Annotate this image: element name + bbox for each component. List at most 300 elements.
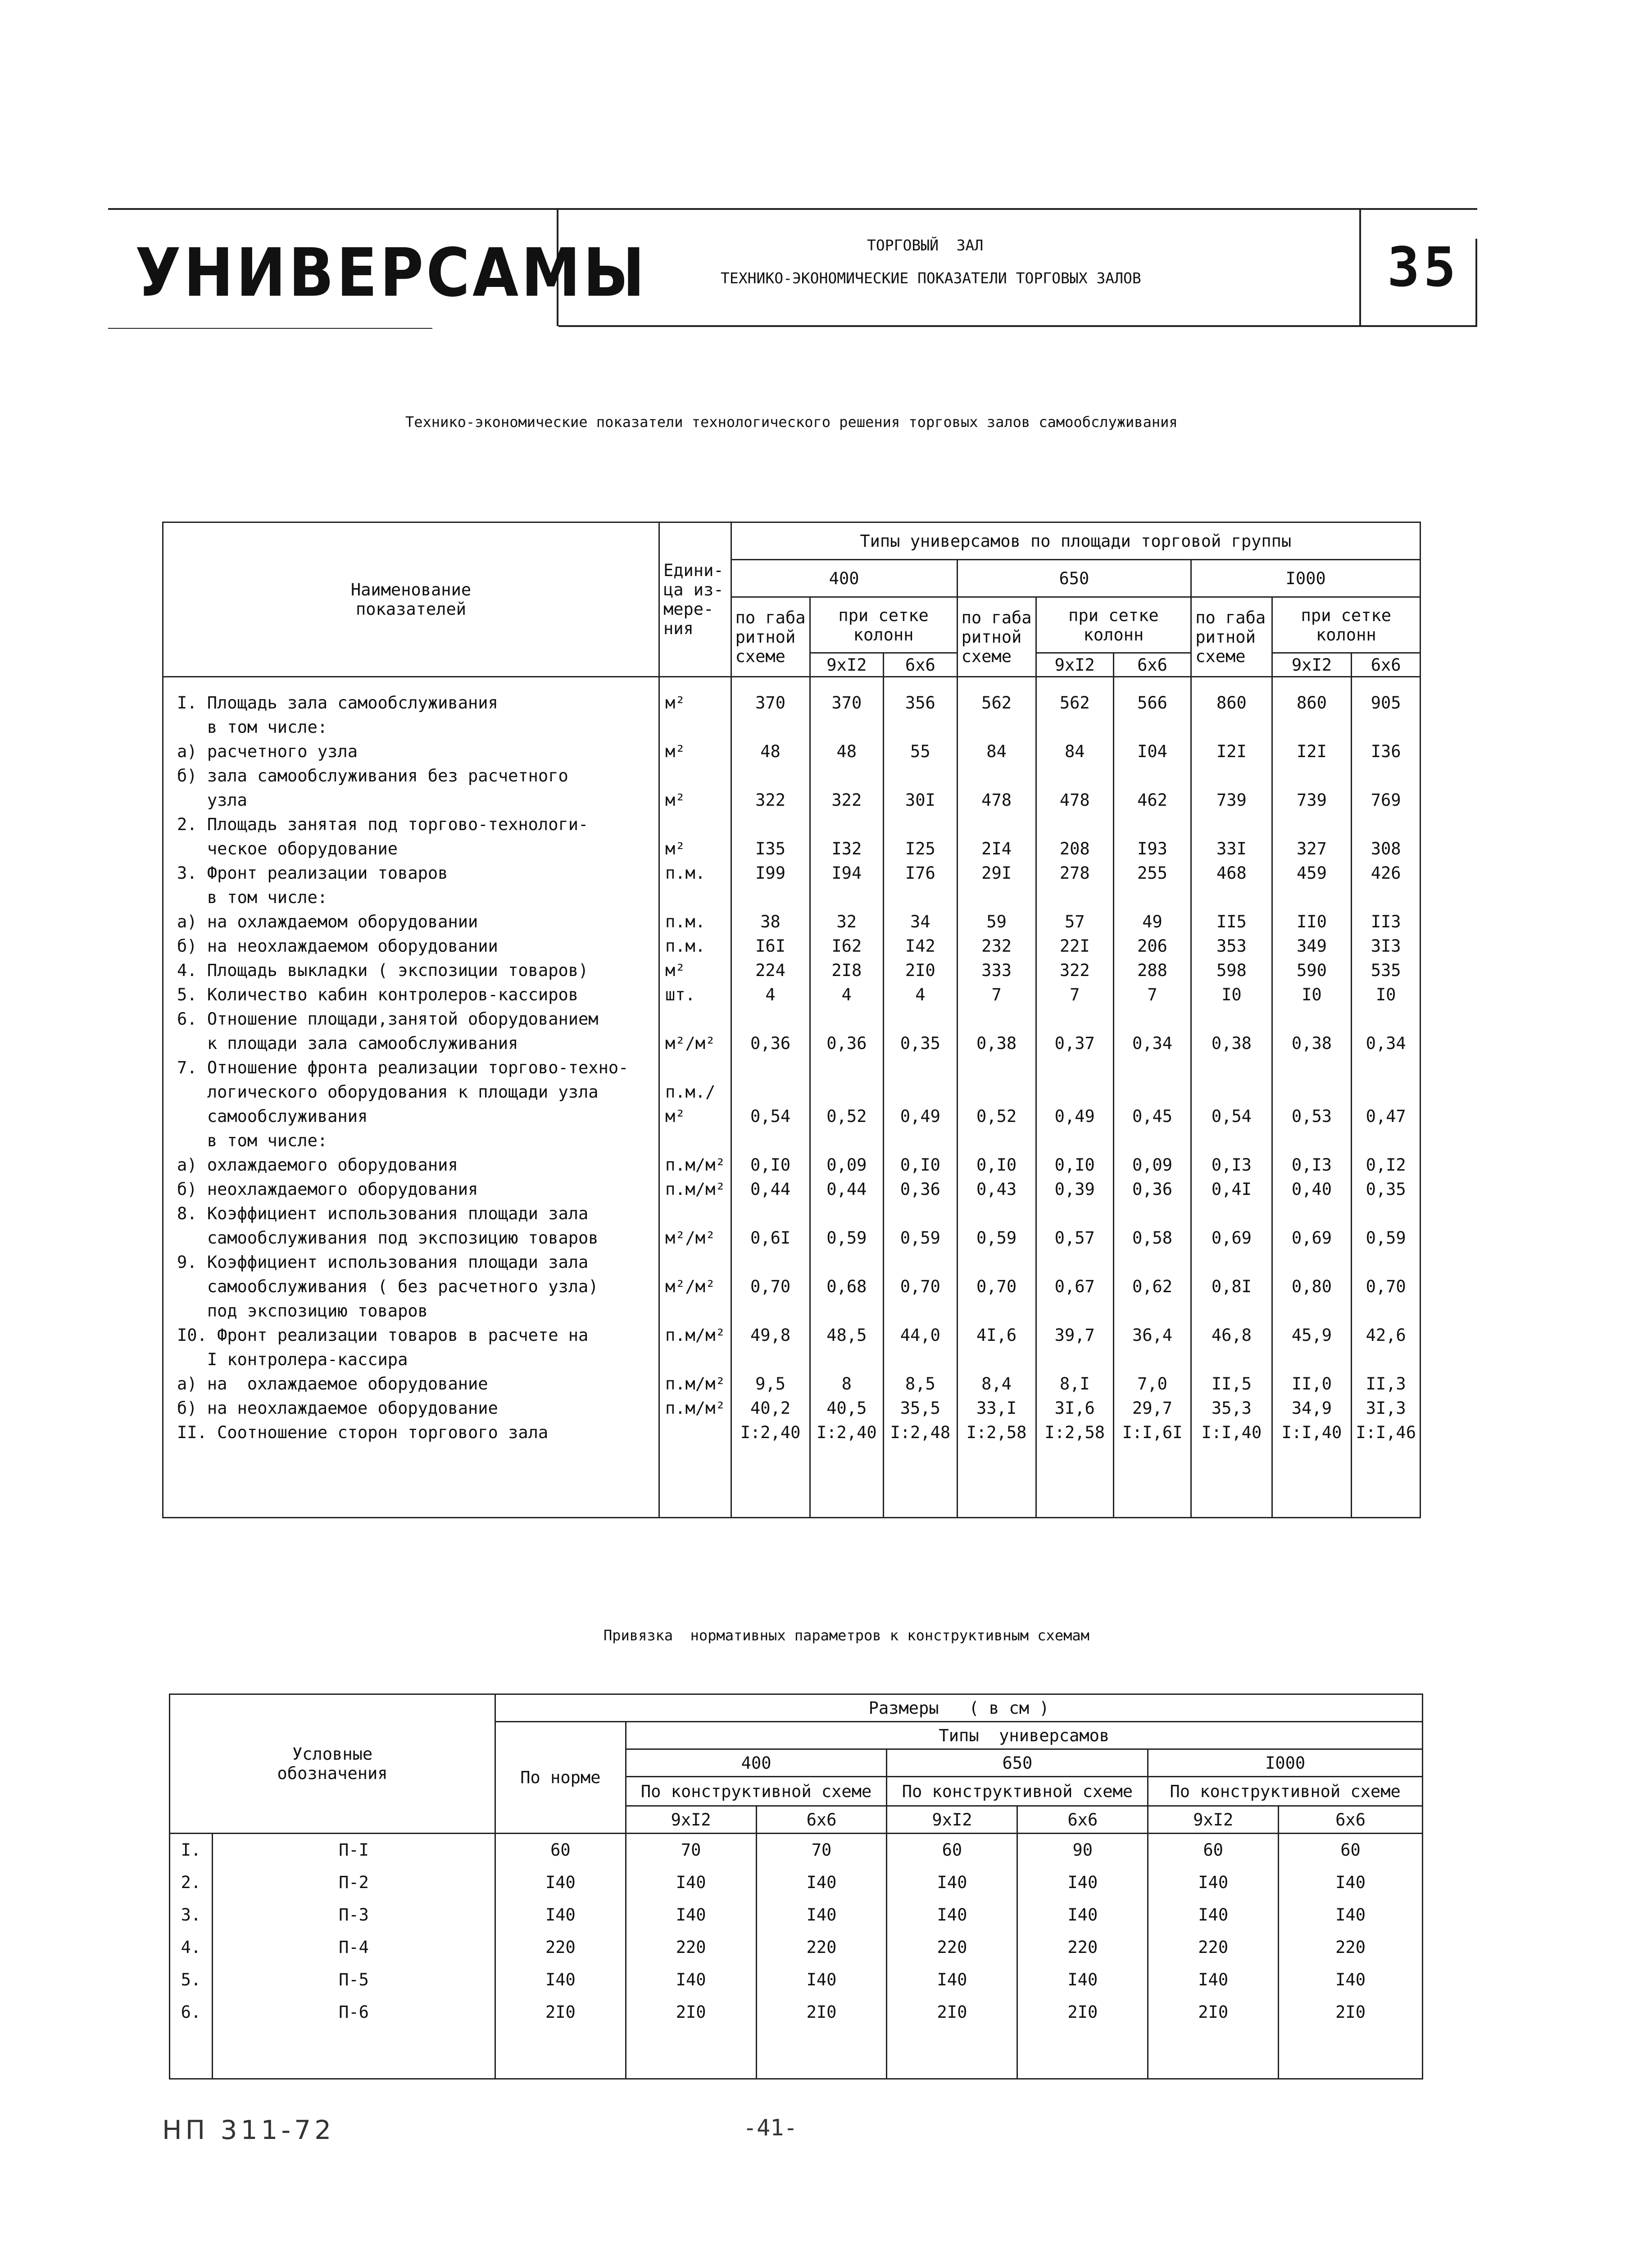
value-cell (1272, 1202, 1352, 1226)
table-row (170, 1899, 1423, 1931)
spacer-cell (731, 1445, 810, 1518)
indicator-name: а) на охлаждаемом оборудовании (163, 910, 659, 934)
unit-cell: м² (659, 740, 731, 764)
value-cell: I62 (810, 934, 884, 958)
value-cell (1272, 1129, 1352, 1153)
spacer-cell (957, 677, 1036, 691)
size-cell: 220 (756, 1931, 887, 1964)
table2-caption: Привязка нормативных параметров к конструктивным схемам (604, 1627, 1089, 1644)
value-cell (1113, 1250, 1191, 1275)
value-cell (1352, 1299, 1421, 1323)
value-cell: 0,38 (1272, 1031, 1352, 1056)
value-cell: 59 (957, 910, 1036, 934)
unit-cell (659, 1129, 731, 1153)
spacer-cell (1191, 677, 1272, 691)
value-cell: I2I (1272, 740, 1352, 764)
indicator-name: в том числе: (163, 715, 659, 740)
unit-cell (659, 715, 731, 740)
value-cell (1036, 1080, 1113, 1104)
indicator-name: 3. Фронт реализации товаров (163, 861, 659, 885)
value-cell (731, 764, 810, 788)
col-head-name: Наименование показателей (163, 522, 659, 677)
value-cell (957, 1202, 1036, 1226)
value-cell: I:I,40 (1191, 1421, 1272, 1445)
unit-cell: п.м. (659, 910, 731, 934)
t2-head-400: 400 (626, 1749, 887, 1777)
table-row (163, 983, 1421, 1007)
value-cell: 0,37 (1036, 1031, 1113, 1056)
value-cell (1272, 1250, 1352, 1275)
value-cell: 2I0 (884, 958, 958, 983)
value-cell: 33,I (957, 1396, 1036, 1421)
value-cell: 0,69 (1191, 1226, 1272, 1250)
value-cell: 0,43 (957, 1177, 1036, 1202)
norm-value: 220 (495, 1931, 626, 1964)
value-cell (810, 1129, 884, 1153)
value-cell: I:2,40 (731, 1421, 810, 1445)
value-cell (1352, 1202, 1421, 1226)
spacer-cell (163, 677, 659, 691)
spacer-cell (170, 2029, 213, 2079)
value-cell (1113, 813, 1191, 837)
value-cell: 0,49 (884, 1104, 958, 1129)
indicator-name: логического оборудования к площади узла (163, 1080, 659, 1104)
t2-head-6x6-400: 6x6 (756, 1806, 887, 1834)
table-row (170, 1931, 1423, 1964)
value-cell (1036, 1202, 1113, 1226)
indicators-table (162, 522, 1421, 1518)
size-cell: 70 (756, 1834, 887, 1867)
spacer-cell (659, 677, 731, 691)
table-row (163, 1226, 1421, 1250)
value-cell (1113, 764, 1191, 788)
value-cell: II,0 (1272, 1372, 1352, 1396)
value-cell (810, 1250, 884, 1275)
col-head-grid-400: при сетке колонн (810, 597, 957, 653)
value-cell: 8,4 (957, 1372, 1036, 1396)
unit-cell (659, 1250, 731, 1275)
col-head-6x6-400: 6x6 (884, 653, 958, 677)
value-cell: 0,70 (957, 1275, 1036, 1299)
value-cell: 590 (1272, 958, 1352, 983)
value-cell: 459 (1272, 861, 1352, 885)
t2-head-scheme-1000: По конструктивной схеме (1148, 1777, 1423, 1806)
value-cell: 29I (957, 861, 1036, 885)
indicator-name: 4. Площадь выкладки ( экспозиции товаров) (163, 958, 659, 983)
value-cell: 48,5 (810, 1323, 884, 1348)
table-row (163, 1348, 1421, 1372)
indicator-name: в том числе: (163, 885, 659, 910)
size-cell: I40 (626, 1899, 756, 1931)
value-cell: 349 (1272, 934, 1352, 958)
spacer-cell (731, 677, 810, 691)
table-row (163, 1104, 1421, 1129)
value-cell: I36 (1352, 740, 1421, 764)
table-row (163, 1202, 1421, 1226)
value-cell (884, 1007, 958, 1031)
size-cell: I40 (1017, 1899, 1148, 1931)
value-cell (1352, 1348, 1421, 1372)
value-cell (1352, 715, 1421, 740)
unit-cell: м²/м² (659, 1226, 731, 1250)
symbol-code: П-6 (212, 1996, 495, 2029)
value-cell (1272, 813, 1352, 837)
unit-cell: м² (659, 691, 731, 715)
value-cell: 49 (1113, 910, 1191, 934)
value-cell: I:I,6I (1113, 1421, 1191, 1445)
indicator-name: а) на охлаждаемое оборудование (163, 1372, 659, 1396)
size-cell: I40 (756, 1964, 887, 1996)
value-cell (1036, 885, 1113, 910)
symbol-code: П-3 (212, 1899, 495, 1931)
spacer-cell (884, 1445, 958, 1518)
value-cell (731, 1080, 810, 1104)
value-cell: 370 (810, 691, 884, 715)
table-row (163, 1299, 1421, 1323)
value-cell (957, 885, 1036, 910)
header-border-right (1475, 239, 1477, 326)
value-cell (884, 1202, 958, 1226)
value-cell: 57 (1036, 910, 1113, 934)
col-head-unit: Едини- ца из- мере- ния (659, 522, 731, 677)
value-cell (884, 1348, 958, 1372)
value-cell (884, 1056, 958, 1080)
unit-cell: п.м/м² (659, 1323, 731, 1348)
value-cell: 0,49 (1036, 1104, 1113, 1129)
unit-cell: м² (659, 788, 731, 813)
table-row (170, 1866, 1423, 1899)
header-section: ТОРГОВЫЙ ЗАЛ (867, 236, 984, 254)
value-cell: 0,45 (1113, 1104, 1191, 1129)
size-cell: I40 (887, 1964, 1017, 1996)
value-cell: 8 (810, 1372, 884, 1396)
value-cell (1191, 1129, 1272, 1153)
spacer-cell (810, 1445, 884, 1518)
value-cell: 0,35 (1352, 1177, 1421, 1202)
value-cell: 0,54 (731, 1104, 810, 1129)
table-row (163, 861, 1421, 885)
size-cell: I40 (887, 1866, 1017, 1899)
value-cell: 42,6 (1352, 1323, 1421, 1348)
value-cell: 29,7 (1113, 1396, 1191, 1421)
size-cell: I40 (756, 1866, 887, 1899)
value-cell (1352, 764, 1421, 788)
value-cell: 34,9 (1272, 1396, 1352, 1421)
value-cell: 0,8I (1191, 1275, 1272, 1299)
indicator-name: II. Соотношение сторон торгового зала (163, 1421, 659, 1445)
indicator-name: а) расчетного узла (163, 740, 659, 764)
indicator-name: 8. Коэффициент использования площади зала (163, 1202, 659, 1226)
value-cell: 3I,3 (1352, 1396, 1421, 1421)
value-cell: 0,I0 (731, 1153, 810, 1177)
value-cell: 0,80 (1272, 1275, 1352, 1299)
indicator-name: самообслуживания (163, 1104, 659, 1129)
size-cell: I40 (1017, 1866, 1148, 1899)
value-cell: 3I3 (1352, 934, 1421, 958)
t2-head-6x6-650: 6x6 (1017, 1806, 1148, 1834)
value-cell (884, 1080, 958, 1104)
t2-head-scheme-400: По конструктивной схеме (626, 1777, 887, 1806)
value-cell: 468 (1191, 861, 1272, 885)
value-cell: 32 (810, 910, 884, 934)
value-cell: 8,5 (884, 1372, 958, 1396)
value-cell: 0,I0 (1036, 1153, 1113, 1177)
indicator-name: самообслуживания ( без расчетного узла) (163, 1275, 659, 1299)
value-cell (1191, 1348, 1272, 1372)
spacer-cell (957, 1445, 1036, 1518)
value-cell: 0,62 (1113, 1275, 1191, 1299)
value-cell: 0,6I (731, 1226, 810, 1250)
value-cell: I:2,48 (884, 1421, 958, 1445)
value-cell: 0,38 (957, 1031, 1036, 1056)
value-cell: I:2,40 (810, 1421, 884, 1445)
value-cell (810, 715, 884, 740)
spacer-cell (810, 677, 884, 691)
table-row (170, 1964, 1423, 1996)
value-cell (1113, 1348, 1191, 1372)
value-cell: I0 (1191, 983, 1272, 1007)
value-cell: 0,52 (957, 1104, 1036, 1129)
unit-cell: п.м./ (659, 1080, 731, 1104)
norm-value: I40 (495, 1964, 626, 1996)
value-cell (1352, 885, 1421, 910)
unit-cell: м² (659, 837, 731, 861)
unit-cell (659, 1202, 731, 1226)
value-cell: 278 (1036, 861, 1113, 885)
value-cell: 739 (1191, 788, 1272, 813)
table-row (163, 1007, 1421, 1031)
value-cell: 566 (1113, 691, 1191, 715)
spacer-cell (1148, 2029, 1279, 2079)
value-cell: 38 (731, 910, 810, 934)
value-cell (1191, 1080, 1272, 1104)
value-cell: 0,36 (810, 1031, 884, 1056)
value-cell: 0,4I (1191, 1177, 1272, 1202)
value-cell (1272, 1056, 1352, 1080)
value-cell: I:I,46 (1352, 1421, 1421, 1445)
value-cell: 0,59 (810, 1226, 884, 1250)
indicator-name: б) зала самообслуживания без расчетного (163, 764, 659, 788)
table-row (163, 1323, 1421, 1348)
size-cell: 220 (887, 1931, 1017, 1964)
size-cell: 2I0 (1017, 1996, 1148, 2029)
value-cell (1036, 1056, 1113, 1080)
value-cell (1036, 764, 1113, 788)
value-cell (1352, 1007, 1421, 1031)
value-cell: 34 (884, 910, 958, 934)
col-head-9x12-1000: 9xI2 (1272, 653, 1352, 677)
value-cell: 0,44 (731, 1177, 810, 1202)
row-number: 6. (170, 1996, 213, 2029)
table-row (163, 788, 1421, 813)
unit-cell: м² (659, 958, 731, 983)
binding-table (169, 1694, 1423, 2079)
value-cell: I0 (1272, 983, 1352, 1007)
value-cell (810, 764, 884, 788)
t2-head-9x12-400: 9xI2 (626, 1806, 756, 1834)
size-cell: I40 (1148, 1964, 1279, 1996)
header-left-underline (108, 328, 432, 329)
value-cell: 0,57 (1036, 1226, 1113, 1250)
spacer-cell (1113, 1445, 1191, 1518)
value-cell: 2I4 (957, 837, 1036, 861)
value-cell: I6I (731, 934, 810, 958)
table-row (163, 934, 1421, 958)
table-row (163, 813, 1421, 837)
size-cell: 220 (1148, 1931, 1279, 1964)
value-cell: 0,52 (810, 1104, 884, 1129)
table-row (163, 1031, 1421, 1056)
value-cell: 327 (1272, 837, 1352, 861)
value-cell: 0,I0 (884, 1153, 958, 1177)
value-cell: 0,I3 (1272, 1153, 1352, 1177)
value-cell (957, 1250, 1036, 1275)
value-cell (731, 1007, 810, 1031)
value-cell (810, 1348, 884, 1372)
value-cell: I0 (1352, 983, 1421, 1007)
value-cell: 9,5 (731, 1372, 810, 1396)
value-cell (957, 764, 1036, 788)
indicator-name: б) на неохлаждаемое оборудование (163, 1396, 659, 1421)
value-cell: 0,67 (1036, 1275, 1113, 1299)
unit-cell (659, 1348, 731, 1372)
value-cell: 39,7 (1036, 1323, 1113, 1348)
value-cell: 905 (1352, 691, 1421, 715)
value-cell: 48 (731, 740, 810, 764)
value-cell (957, 1299, 1036, 1323)
value-cell: 0,I3 (1191, 1153, 1272, 1177)
spacer-cell (626, 2029, 756, 2079)
col-head-gab-1000: по габа ритной схеме (1191, 597, 1272, 677)
value-cell: 7,0 (1113, 1372, 1191, 1396)
indicator-name: I. Площадь зала самообслуживания (163, 691, 659, 715)
size-cell: I40 (1017, 1964, 1148, 1996)
value-cell: II,3 (1352, 1372, 1421, 1396)
value-cell (810, 1080, 884, 1104)
value-cell: 0,70 (731, 1275, 810, 1299)
value-cell: 0,40 (1272, 1177, 1352, 1202)
size-cell: 2I0 (626, 1996, 756, 2029)
value-cell: I94 (810, 861, 884, 885)
indicator-name: 9. Коэффициент использования площади зала (163, 1250, 659, 1275)
value-cell: 3I,6 (1036, 1396, 1113, 1421)
value-cell: 0,I0 (957, 1153, 1036, 1177)
value-cell (731, 813, 810, 837)
indicator-name: а) охлаждаемого оборудования (163, 1153, 659, 1177)
value-cell: 35,5 (884, 1396, 958, 1421)
size-cell: 2I0 (756, 1996, 887, 2029)
norm-value: I40 (495, 1899, 626, 1931)
table-row (163, 1153, 1421, 1177)
size-cell: I40 (887, 1899, 1017, 1931)
value-cell (1352, 1129, 1421, 1153)
value-cell: 2I8 (810, 958, 884, 983)
value-cell (1113, 1202, 1191, 1226)
value-cell (1191, 715, 1272, 740)
value-cell (957, 1129, 1036, 1153)
value-cell: 84 (1036, 740, 1113, 764)
t2-head-sizes: Размеры ( в см ) (495, 1694, 1423, 1722)
value-cell (957, 1007, 1036, 1031)
value-cell (1272, 885, 1352, 910)
table-row (163, 1372, 1421, 1396)
spacer-cell (884, 677, 958, 691)
value-cell (810, 1299, 884, 1323)
value-cell (1036, 715, 1113, 740)
unit-cell: п.м. (659, 861, 731, 885)
size-cell: I40 (756, 1899, 887, 1931)
indicator-name: 7. Отношение фронта реализации торгово-техно- (163, 1056, 659, 1080)
value-cell: 739 (1272, 788, 1352, 813)
spacer-cell (495, 2029, 626, 2079)
value-cell (1191, 1250, 1272, 1275)
value-cell: 0,36 (731, 1031, 810, 1056)
row-number: 5. (170, 1964, 213, 1996)
value-cell (731, 1299, 810, 1323)
value-cell (1036, 813, 1113, 837)
table-row (163, 1275, 1421, 1299)
value-cell: 860 (1191, 691, 1272, 715)
value-cell (1191, 813, 1272, 837)
table-row (163, 715, 1421, 740)
unit-cell (659, 1299, 731, 1323)
value-cell (1191, 885, 1272, 910)
unit-cell: п.м/м² (659, 1153, 731, 1177)
size-cell: I40 (1279, 1866, 1423, 1899)
symbol-code: П-4 (212, 1931, 495, 1964)
size-cell: 60 (1279, 1834, 1423, 1867)
indicator-name: I контролера-кассира (163, 1348, 659, 1372)
value-cell: 598 (1191, 958, 1272, 983)
value-cell: 288 (1113, 958, 1191, 983)
value-cell: 30I (884, 788, 958, 813)
value-cell (1113, 1007, 1191, 1031)
col-head-9x12-400: 9xI2 (810, 653, 884, 677)
size-cell: I40 (626, 1964, 756, 1996)
brand-title: УНИВЕРСАМЫ (135, 234, 648, 312)
value-cell: 45,9 (1272, 1323, 1352, 1348)
unit-cell: шт. (659, 983, 731, 1007)
value-cell: II0 (1272, 910, 1352, 934)
spacer-cell (1036, 1445, 1113, 1518)
spacer-cell (1352, 1445, 1421, 1518)
value-cell: 0,54 (1191, 1104, 1272, 1129)
value-cell: 4 (731, 983, 810, 1007)
col-head-grid-1000: при сетке колонн (1272, 597, 1420, 653)
indicator-name: ческое оборудование (163, 837, 659, 861)
size-cell: 2I0 (887, 1996, 1017, 2029)
size-cell: 220 (1017, 1931, 1148, 1964)
value-cell: I42 (884, 934, 958, 958)
value-cell: 535 (1352, 958, 1421, 983)
value-cell: 33I (1191, 837, 1272, 861)
size-cell: 60 (1148, 1834, 1279, 1867)
value-cell: 0,53 (1272, 1104, 1352, 1129)
value-cell: II,5 (1191, 1372, 1272, 1396)
value-cell: 40,5 (810, 1396, 884, 1421)
value-cell (1272, 1348, 1352, 1372)
value-cell: 48 (810, 740, 884, 764)
spacer-cell (1272, 1445, 1352, 1518)
value-cell: II3 (1352, 910, 1421, 934)
col-head-1000: I000 (1191, 560, 1421, 597)
spacer-cell (756, 2029, 887, 2079)
value-cell (810, 885, 884, 910)
size-cell: 70 (626, 1834, 756, 1867)
value-cell: 0,09 (810, 1153, 884, 1177)
value-cell (884, 764, 958, 788)
value-cell: 478 (957, 788, 1036, 813)
